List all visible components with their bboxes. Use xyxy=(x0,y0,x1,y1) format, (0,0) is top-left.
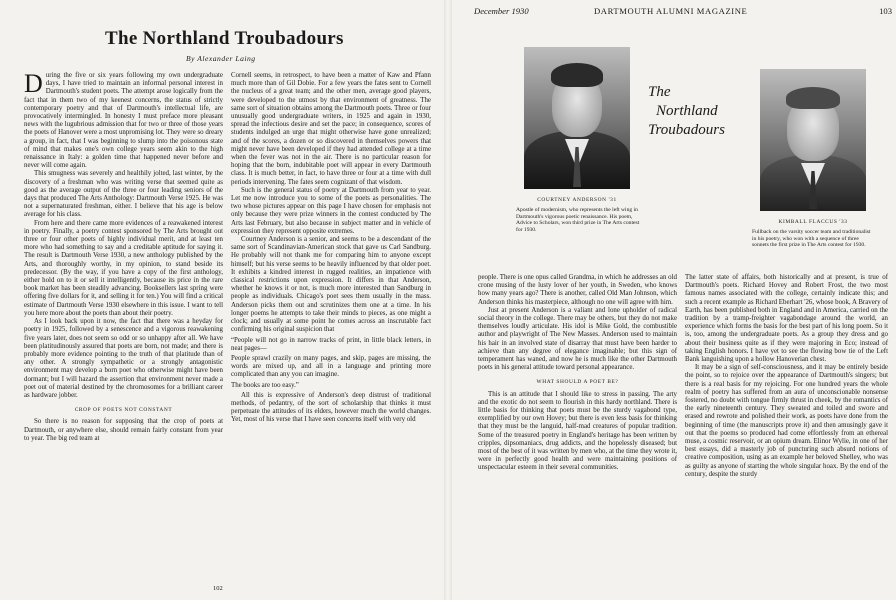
left-page xyxy=(0,0,440,600)
figure-title-line: Troubadours xyxy=(648,122,725,138)
page-number: 102 xyxy=(213,585,223,592)
paragraph: This smugness was severely and healthily jolted, last winter, by the discovery of a freshman who was writing verse that seemed quite as good as the average output of the three or four leading seniors of the days that produced The Arts Anthology: Dartmouth Verse 1925. He was not a supernaturated freshman, either. I believe that his age is below average for his class. xyxy=(24,170,223,219)
caption-name-anderson: COURTNEY ANDERSON '31 xyxy=(537,197,617,203)
poem-quote-line: “People will not go in narrow tracks of print, in little black letters, in neat pages— xyxy=(231,336,431,352)
subheading: CROP OF POETS NOT CONSTANT xyxy=(74,407,173,414)
paragraph: This is an attitude that I should like to stress in passing. The arty and the exotic do not seem to flourish in this hardy northland. There is little basis for thinking that poets must be the sturdy vagabond type, exemplified by our own Hovey; but there is even less basis for thinking that they must be the languid, half-mad creatures of popular tradition. Some of the treasured poetry in England's heritage has been written by cripples, dipsomaniacs, drug addicts, and the hopelessly diseased; but most of the best of it was written by men who, at the time they wrote it, were in perfectly good health and were maintaining positions of unspectacular esteem in their several communities. xyxy=(478,390,677,472)
paragraph: The latter state of affairs, both historically and at present, is true of Dartmouth's poets. Richard Hovey and Robert Frost, the two most famous names associated with the college, certainly indicate this; and such a recent example as Richard Eberhart '26, whose book, A Bravery of Earth, has been published both in England and in America, carried on the tradition by a tramp-freighter vagabondage around the world, an experience which forms the basis for the best part of his long poem. So it is, too, among the undergraduate poets. As a group they dress and go about their business quite as if they were majoring in Eco; instead of taking English honors. I have yet to see the flowing bow tie of the Left Bank languishing upon a hollow Hanoverian chest. xyxy=(685,274,888,364)
caption-text-anderson: Apostle of modernism, who represents the left wing in Dartmouth's vigorous poetic renaissance. His poem, Advice to Scholars, won third prize in The Arts contest for 1930. xyxy=(516,207,640,233)
poem-quote-line: The books are too easy.” xyxy=(231,381,299,389)
right-page-column-1 xyxy=(478,274,677,473)
paragraph: Such is the general status of poetry at Dartmouth from year to year. Let me now introduce you to some of the poets as personalities. The two whose pictures appear on this page I have chosen for emphasis not only because they were prize winners in the contest conducted by The Arts last February, but also because in subject matter and in vehicle of expression they represent opposite extremes. xyxy=(231,186,431,235)
paragraph: So there is no reason for supposing that the crop of poets at Dartmouth, or anywhere else, should remain fairly constant from year to year. The big red team at xyxy=(24,418,223,442)
byline: By Alexander Laing xyxy=(186,54,256,63)
left-page-column-2 xyxy=(231,72,431,425)
paragraph: people. There is one opus called Grandma, in which he addresses an old crone musing of the lusty lover of her youth, in Sweden, who knows how many years ago? There is another, called Old Man Johnson, which Anderson thinks his masterpiece, although no one will agree with him. xyxy=(478,274,677,306)
paragraph: Cornell seems, in retrospect, to have been a matter of Kaw and Pfann much more than of Gil Dobie. For a few years the fates sent to Cornell the nucleus of a great team; and the other men, average good players, were developed to the utmost by that environment of greatness. The same sort of situation obtains among the Dartmouth poets. Three or four unusually good undergraduate writers, in 1925 and again in 1930, spread the infectious desire and set the pace; in consequence, scores of students indulged an urge that might otherwise have gone unrealized; and of the scores, a dozen or so discovered in themselves powers that might never have been developed if they had attended college at a time when the fever was not in the air. There is no particular reason for hoping that the born, indubitable poet will appear in every Dartmouth class. It is much better, in fact, to have three or four at a time with dull periods intervening. The fates seem cognizant of that wisdom. xyxy=(231,72,431,186)
portrait-photo-anderson xyxy=(524,47,630,189)
article-title: The Northland Troubadours xyxy=(105,28,344,49)
right-page xyxy=(456,0,896,600)
header-magazine-name: DARTMOUTH ALUMNI MAGAZINE xyxy=(594,6,748,16)
paragraph: Just at present Anderson is a valiant and lone upholder of radical social theory in the college. There may be others, but they do not make themselves loudly articulate. His idol is Mike Gold, the combustible author and playwright of The New Masses. Anderson used to maintain his hair in an involved state of disarray that must have been harder to achieve than any degree of elegance imaginable; but this sign of temperament has waned, and now he is much like the other Dartmouth poets in his general attitude toward personal appearance. xyxy=(478,306,677,372)
paragraph: From here and there came more evidences of a reawakened interest in poetry. Finally, a poetry contest sponsored by The Arts brought out three or four other poets of highly individual merit, and at least ten more who had something to say and a creditable aptitude for saying it. The result is Dartmouth Verse 1930, a new anthology published by the Arts, and thoroughly worthy, in my opinion, to stand beside its predecessor. (By the way, if you have a copy of the first anthology, either hold on to it or sell it intelligently, because its price in the rare book market has been steadily advancing. Booksellers last spring were offering five dollars for it, and selling it for ten.) You will find a critical estimate of Dartmouth Verse 1930 elsewhere in this issue. I want to tell you here more about the poets than about their poetry. xyxy=(24,219,223,317)
subheading: WHAT SHOULD A POET BE? xyxy=(536,379,619,386)
paragraph: It may be a sign of self-consciousness, and it may be entirely beside the point, so to rejoice over the appearance of Dartmouth's singers; but there is a real basis for my rejoicing. For one hundred years the whole realm of poetry has suffered from an aura of unconscionable nonsense fostered, no doubt with tongue firmly thrust in cheek, by the romantics of the early nineteenth century. They sweated and toiled and swore and erased and rewrote and polished their work, as poets have done from the beginning of time (the manuscripts prove it) and then amusingly gave it out that the poems so produced had come effortlessly from an ethereal muse, a cosmic reservoir, or an opium dream. Elinor Wylie, in one of her best essays, did a masterly job of puncturing such absurd notions of creative composition, using as an example her beloved Shelley, who was as guilty as anyone of starting the whole singular hoax. By the end of the century, despite the sturdy xyxy=(685,364,888,478)
figure-title-line: The xyxy=(648,84,671,100)
figure-title xyxy=(648,83,758,140)
right-page-column-2 xyxy=(685,274,888,479)
drop-cap: D xyxy=(24,69,43,98)
paragraph: As I look back upon it now, the fact that there was a heyday for poetry in 1925, followed by a senescence and a vigorous reawakening five years later, does not seem so odd or so unhappy after all. We have been platitudinously assured that poets are born, not made; and there is probably more evidence pointing to the truth of that platitude than of any other. A strongly sympathetic or a strongly antagonistic environment may develop a born poet who otherwise might have been dormant; but I will hazard the assertion that environment never made a poet out of material destined by the chromosomes for a brilliant career as hardware jobber. xyxy=(24,318,223,399)
poem-quote-line: People sprawl crazily on many pages, and skip, pages are missing, the words are mixed up, and all in a language and printing more complicated than any you can imagine. xyxy=(231,354,431,379)
header-date: December 1930 xyxy=(474,6,529,16)
caption-text-flaccus: Fullback on the varsity soccer team and traditionalist in his poetry, who won with a sequence of three sonnets the first prize in The Arts contest for 1930. xyxy=(752,229,871,249)
portrait-figure xyxy=(474,27,892,274)
paragraph: All this is expressive of Anderson's deep distrust of traditional methods, of pedantry, of the sort of scholarship that thinks it must perpetuate the attitudes of its elders, however much the world changes. Yet, most of his verse that I have seen concerns itself with very old xyxy=(231,391,431,424)
page-number: 103 xyxy=(879,6,892,16)
portrait-photo-flaccus xyxy=(760,69,866,211)
page-gutter xyxy=(444,0,452,600)
figure-title-line: Northland xyxy=(656,103,718,119)
caption-name-flaccus: KIMBALL FLACCUS '33 xyxy=(778,219,848,225)
paragraph: Courtney Anderson is a senior, and seems to be a descendant of the same sort of Scandinavian-American stock that gave us Carl Sandburg. He probably will not thank me for comparing him to anyone except himself; but his verse seems to be heavily influenced by that older poet. It exhibits a kindred interest in rugged realities, an impatience with classical restrictions upon expression. It differs in that Anderson, whether he knows it or not, is much more interested than Sandburg in people as individuals. Chicago's poet sees them usually in the mass. Anderson picks them out and scrutinizes them one at a time. In his longer poems he attempts to take their minds to pieces, as one might a clock; and usually at some point he comes across an inscrutable fact confirming his original suspicion that xyxy=(231,236,431,334)
left-page-column-1 xyxy=(24,69,223,443)
paragraph: During the five or six years following my own undergraduate days, I have tried to maintain an informal personal interest in Dartmouth's student poets. The attempt arose logically from the fact that in them two of my keenest concerns, the status of strictly contemporary poetry and that of Dartmouth's intellectual life, are provocatively intermingled. In honesty I must preface more pleasant news with the lugubrious admission that for two or three of those years the poets of Hanover were a most unpromising lot. They were so dreary a group, in fact, that I was beginning to slump into the poisonous state of mind that makes one's own college years seem akin to the high renaissance in Italy: a golden time that happened never before and never will come again. xyxy=(24,69,223,170)
